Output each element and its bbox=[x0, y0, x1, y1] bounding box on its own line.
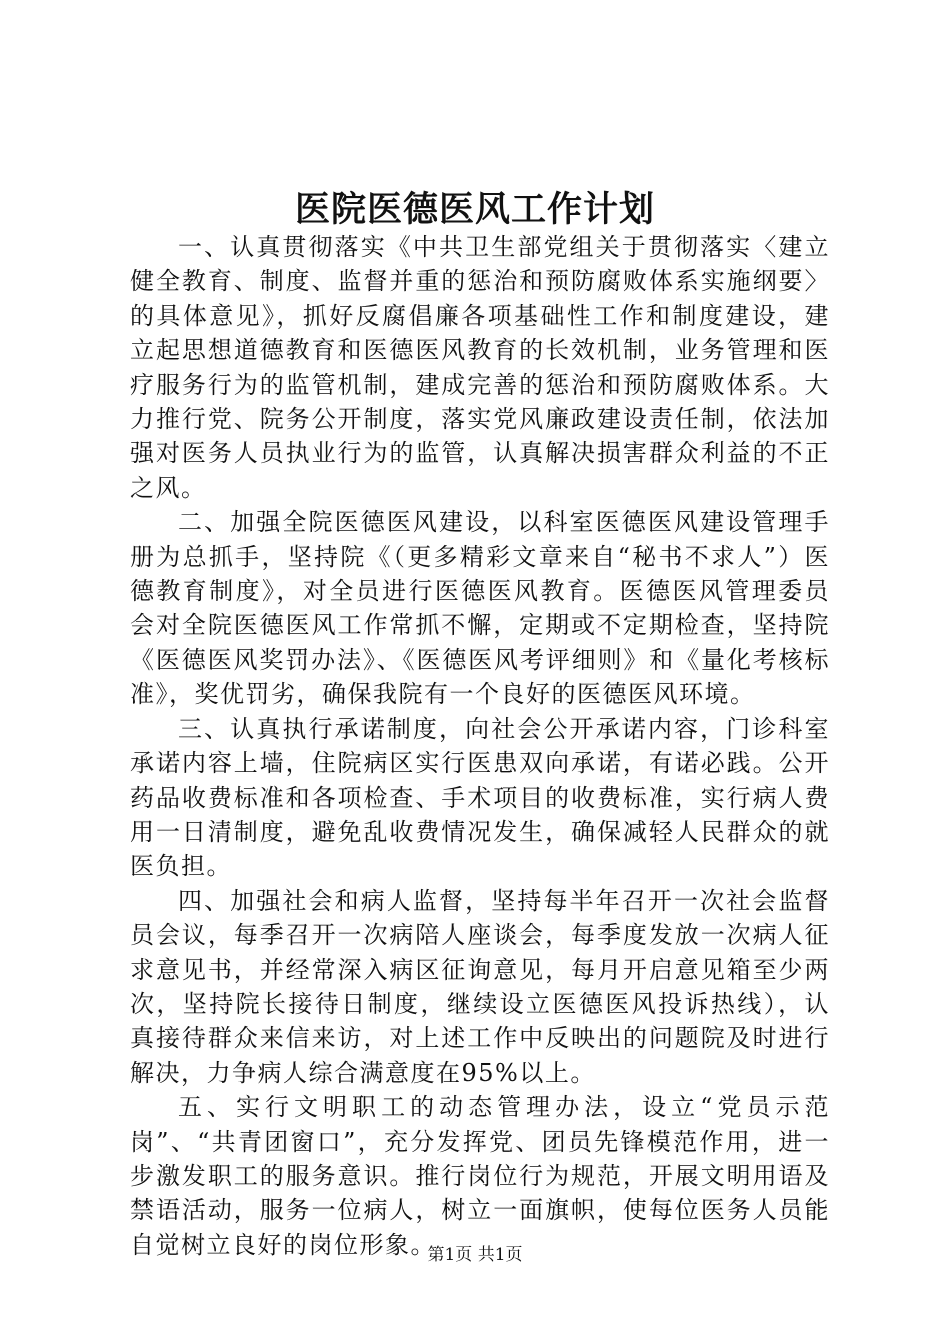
document-body bbox=[130, 230, 830, 1262]
page-footer: 第1页 共1页 bbox=[427, 1245, 523, 1265]
document-title: 医院医德医风工作计划 bbox=[294, 189, 655, 230]
paragraph-5: 五、实行文明职工的动态管理办法，设立“党员示范岗”、“共青团窗口”，充分发挥党、团员先锋模范作用，进一步激发职工的服务意识。推行岗位行为规范，开展文明用语及禁语活动，服务一位病人，树立一面旗帜，使每位医务人员能自觉树立良好的岗位形象。 bbox=[130, 1093, 830, 1259]
paragraph-3: 三、认真执行承诺制度，向社会公开承诺内容，门诊科室承诺内容上墙，住院病区实行医患双向承诺，有诺必践。公开药品收费标准和各项检查、手术项目的收费标准，实行病人费用一日清制度，避免乱收费情况发生，确保减轻人民群众的就医负担。 bbox=[130, 714, 830, 881]
paragraph-2: 二、加强全院医德医风建设，以科室医德医风建设管理手册为总抓手，坚持院《（更多精彩文章来自“秘书不求人”）医德教育制度》，对全员进行医德医风教育。医德医风管理委员会对全院医德医风工作常抓不懈，定期或不定期检查，坚持院《医德医风奖罚办法》、《医德医风考评细则》和《量化考核标准》，奖优罚劣，确保我院有一个良好的医德医风环境。 bbox=[130, 508, 830, 709]
paragraph-4: 四、加强社会和病人监督，坚持每半年召开一次社会监督员会议，每季召开一次病陪人座谈会，每季度发放一次病人征求意见书，并经常深入病区征询意见，每月开启意见箱至少两次，坚持院长接待日制度，继续设立医德医风投诉热线），认真接待群众来信来访，对上述工作中反映出的问题院及时进行解决，力争病人综合满意度在95%以上。 bbox=[130, 886, 830, 1087]
paragraph-1: 一、认真贯彻落实《中共卫生部党组关于贯彻落实〈建立健全教育、制度、监督并重的惩治和预防腐败体系实施纲要〉的具体意见》，抓好反腐倡廉各项基础性工作和制度建设，建立起思想道德教育和医德医风教育的长效机制，业务管理和医疗服务行为的监管机制，建成完善的惩治和预防腐败体系。大力推行党、院务公开制度，落实党风廉政建设责任制，依法加强对医务人员执业行为的监管，认真解决损害群众利益的不正之风。 bbox=[130, 233, 830, 502]
